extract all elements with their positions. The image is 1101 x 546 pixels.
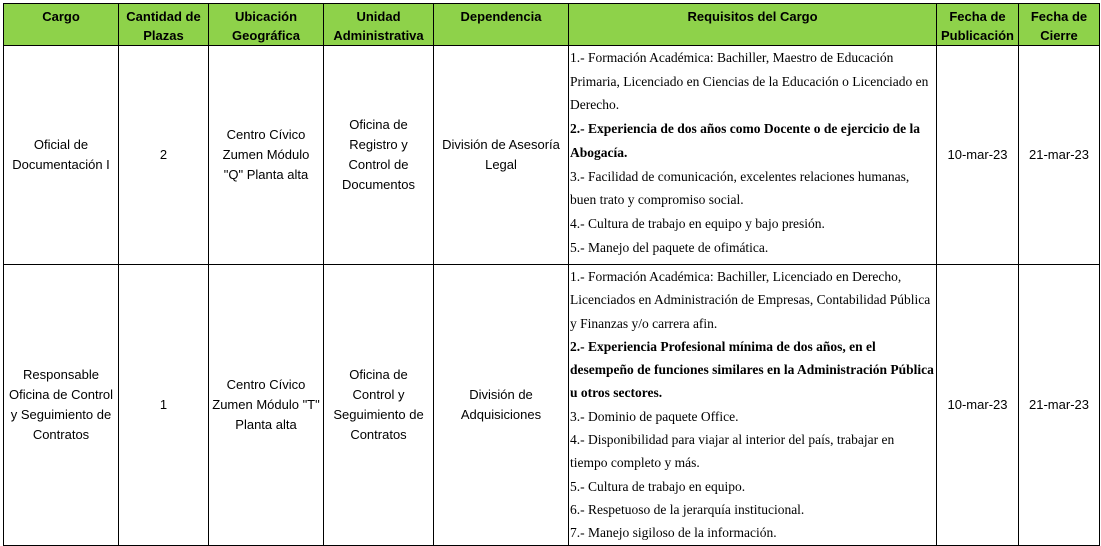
job-postings-table <box>3 3 1100 546</box>
cell-dependencia: División de Adquisiciones <box>434 265 569 546</box>
cell-cargo: Responsable Oficina de Control y Seguimiento de Contratos <box>4 265 119 546</box>
requirement-item: 2.- Experiencia de dos años como Docente o de ejercicio de la Abogacía. <box>570 121 920 160</box>
cell-unidad: Oficina de Control y Seguimiento de Contratos <box>324 265 434 546</box>
cell-fecha-publicacion: 10-mar-23 <box>937 46 1019 265</box>
cell-fecha-cierre: 21-mar-23 <box>1019 265 1100 546</box>
header-cierre: Fecha de Cierre <box>1019 4 1100 46</box>
header-cargo: Cargo <box>4 4 119 46</box>
header-requisitos: Requisitos del Cargo <box>569 4 937 46</box>
requirement-item: 4.- Disponibilidad para viajar al interior del país, trabajar en tiempo completo y más. <box>570 432 895 471</box>
cell-plazas: 1 <box>119 265 209 546</box>
header-dependencia: Dependencia <box>434 4 569 46</box>
table-row <box>4 46 1100 265</box>
cell-plazas: 2 <box>119 46 209 265</box>
requirement-item: 1.- Formación Académica: Bachiller, Maestro de Educación Primaria, Licenciado en Ciencias de la Educación o Licenciado en Derecho. <box>570 50 929 113</box>
cell-unidad: Oficina de Registro y Control de Documentos <box>324 46 434 265</box>
requirement-item: 2.- Experiencia Profesional mínima de dos años, en el desempeño de funciones similares en la Administración Pública u otros sectores. <box>570 338 934 401</box>
cell-fecha-publicacion: 10-mar-23 <box>937 265 1019 546</box>
header-row <box>4 4 1100 46</box>
cell-ubicacion: Centro Cívico Zumen Módulo "Q" Planta alta <box>209 46 324 265</box>
cell-dependencia: División de Asesoría Legal <box>434 46 569 265</box>
requirement-item: 6.- Respetuoso de la jerarquía institucional. <box>570 501 805 517</box>
requirement-item: 5.- Cultura de trabajo en equipo. <box>570 478 746 494</box>
requirement-item: 7.- Manejo sigiloso de la información. <box>570 525 777 541</box>
header-plazas: Cantidad de Plazas <box>119 4 209 46</box>
table-row <box>4 265 1100 546</box>
cell-requisitos <box>569 265 937 546</box>
requirement-item: 3.- Dominio de paquete Office. <box>570 408 739 424</box>
cell-cargo: Oficial de Documentación I <box>4 46 119 265</box>
requirement-item: 1.- Formación Académica: Bachiller, Licenciado en Derecho, Licenciados en Administración de Empresas, Contabilidad Pública y Finanzas y/o carrera afin. <box>570 269 931 331</box>
requirement-item: 3.- Facilidad de comunicación, excelentes relaciones humanas, buen trato y compromiso social. <box>570 168 910 208</box>
header-ubicacion: Ubicación Geográfica <box>209 4 324 46</box>
cell-fecha-cierre: 21-mar-23 <box>1019 46 1100 265</box>
header-publicacion: Fecha de Publicación <box>937 4 1019 46</box>
header-unidad: Unidad Administrativa <box>324 4 434 46</box>
requirement-item: 5.- Manejo del paquete de ofimática. <box>570 239 769 255</box>
requirement-item: 4.- Cultura de trabajo en equipo y bajo presión. <box>570 215 825 231</box>
cell-ubicacion: Centro Cívico Zumen Módulo "T" Planta alta <box>209 265 324 546</box>
cell-requisitos <box>569 46 937 265</box>
